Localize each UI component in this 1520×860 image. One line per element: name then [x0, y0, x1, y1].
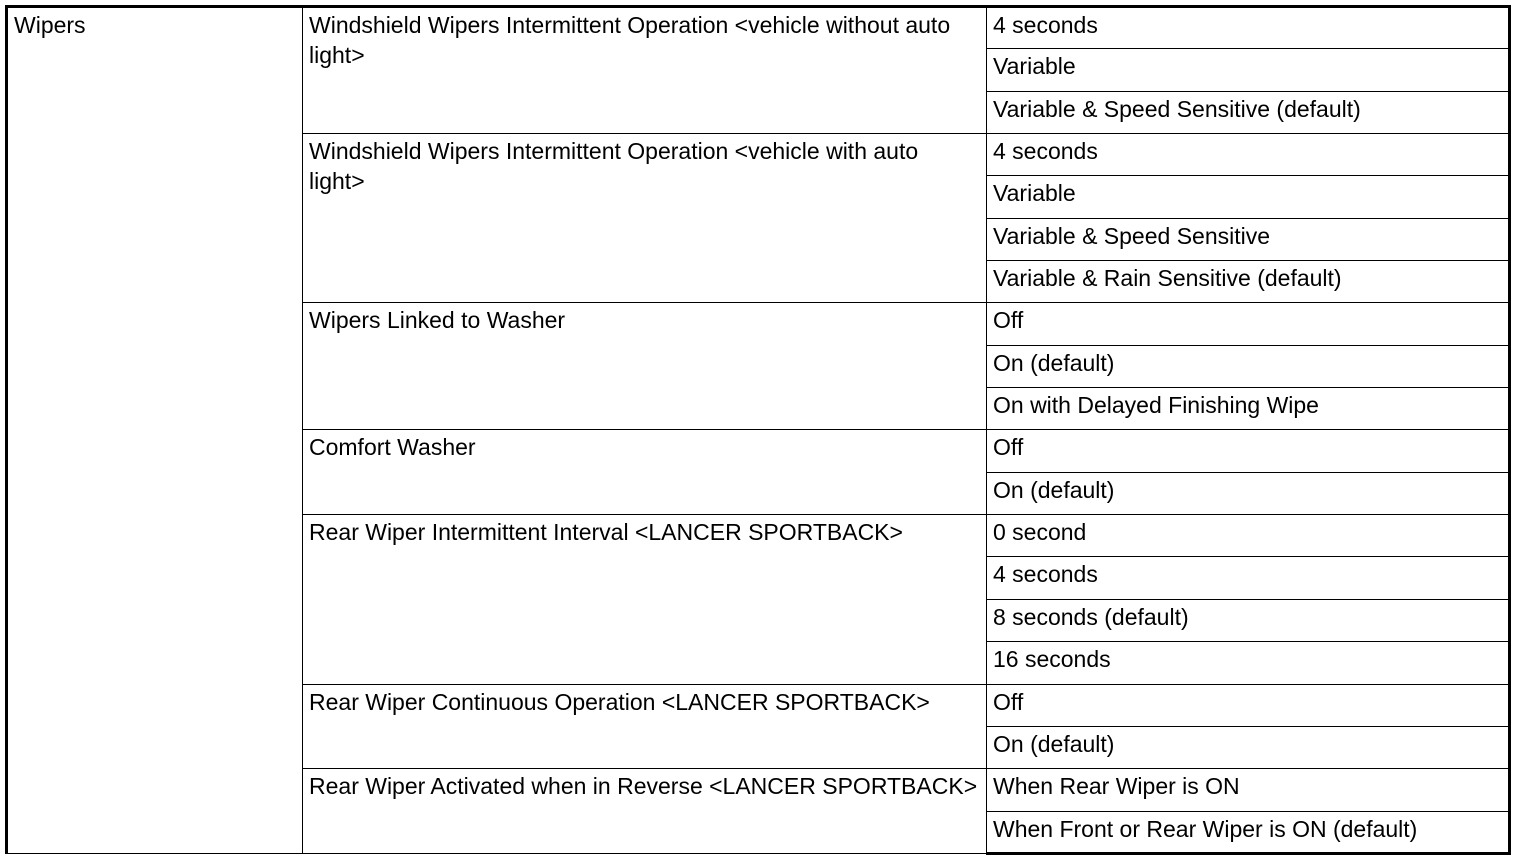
- setting-option-cell: On (default): [987, 345, 1510, 387]
- setting-option-cell: When Front or Rear Wiper is ON (default): [987, 811, 1510, 853]
- setting-option-cell: Off: [987, 430, 1510, 472]
- setting-option-cell: On (default): [987, 726, 1510, 768]
- setting-option-cell: 16 seconds: [987, 642, 1510, 684]
- setting-option-cell: Off: [987, 303, 1510, 345]
- setting-option-cell: When Rear Wiper is ON: [987, 769, 1510, 811]
- category-cell: Wipers: [7, 7, 303, 854]
- setting-option-cell: Variable: [987, 176, 1510, 218]
- table-body: [7, 7, 1510, 854]
- setting-option-cell: 4 seconds: [987, 557, 1510, 599]
- setting-name-cell: Wipers Linked to Washer: [303, 303, 987, 430]
- setting-option-cell: 0 second: [987, 515, 1510, 557]
- setting-option-cell: Off: [987, 684, 1510, 726]
- setting-option-cell: Variable: [987, 49, 1510, 91]
- setting-name-cell: Windshield Wipers Intermittent Operation <vehicle without auto light>: [303, 7, 987, 134]
- setting-name-cell: Rear Wiper Intermittent Interval <LANCER SPORTBACK>: [303, 515, 987, 684]
- setting-option-cell: Variable & Rain Sensitive (default): [987, 261, 1510, 303]
- wiper-settings-table: [5, 5, 1511, 855]
- setting-option-cell: Variable & Speed Sensitive: [987, 218, 1510, 260]
- setting-option-cell: 8 seconds (default): [987, 599, 1510, 641]
- setting-option-cell: Variable & Speed Sensitive (default): [987, 91, 1510, 133]
- setting-option-cell: 4 seconds: [987, 7, 1510, 49]
- table-row: [7, 7, 1510, 49]
- setting-name-cell: Rear Wiper Continuous Operation <LANCER SPORTBACK>: [303, 684, 987, 769]
- setting-name-cell: Windshield Wipers Intermittent Operation <vehicle with auto light>: [303, 134, 987, 303]
- setting-name-cell: Comfort Washer: [303, 430, 987, 515]
- setting-option-cell: On (default): [987, 472, 1510, 514]
- setting-option-cell: 4 seconds: [987, 134, 1510, 176]
- setting-name-cell: Rear Wiper Activated when in Reverse <LANCER SPORTBACK>: [303, 769, 987, 854]
- setting-option-cell: On with Delayed Finishing Wipe: [987, 388, 1510, 430]
